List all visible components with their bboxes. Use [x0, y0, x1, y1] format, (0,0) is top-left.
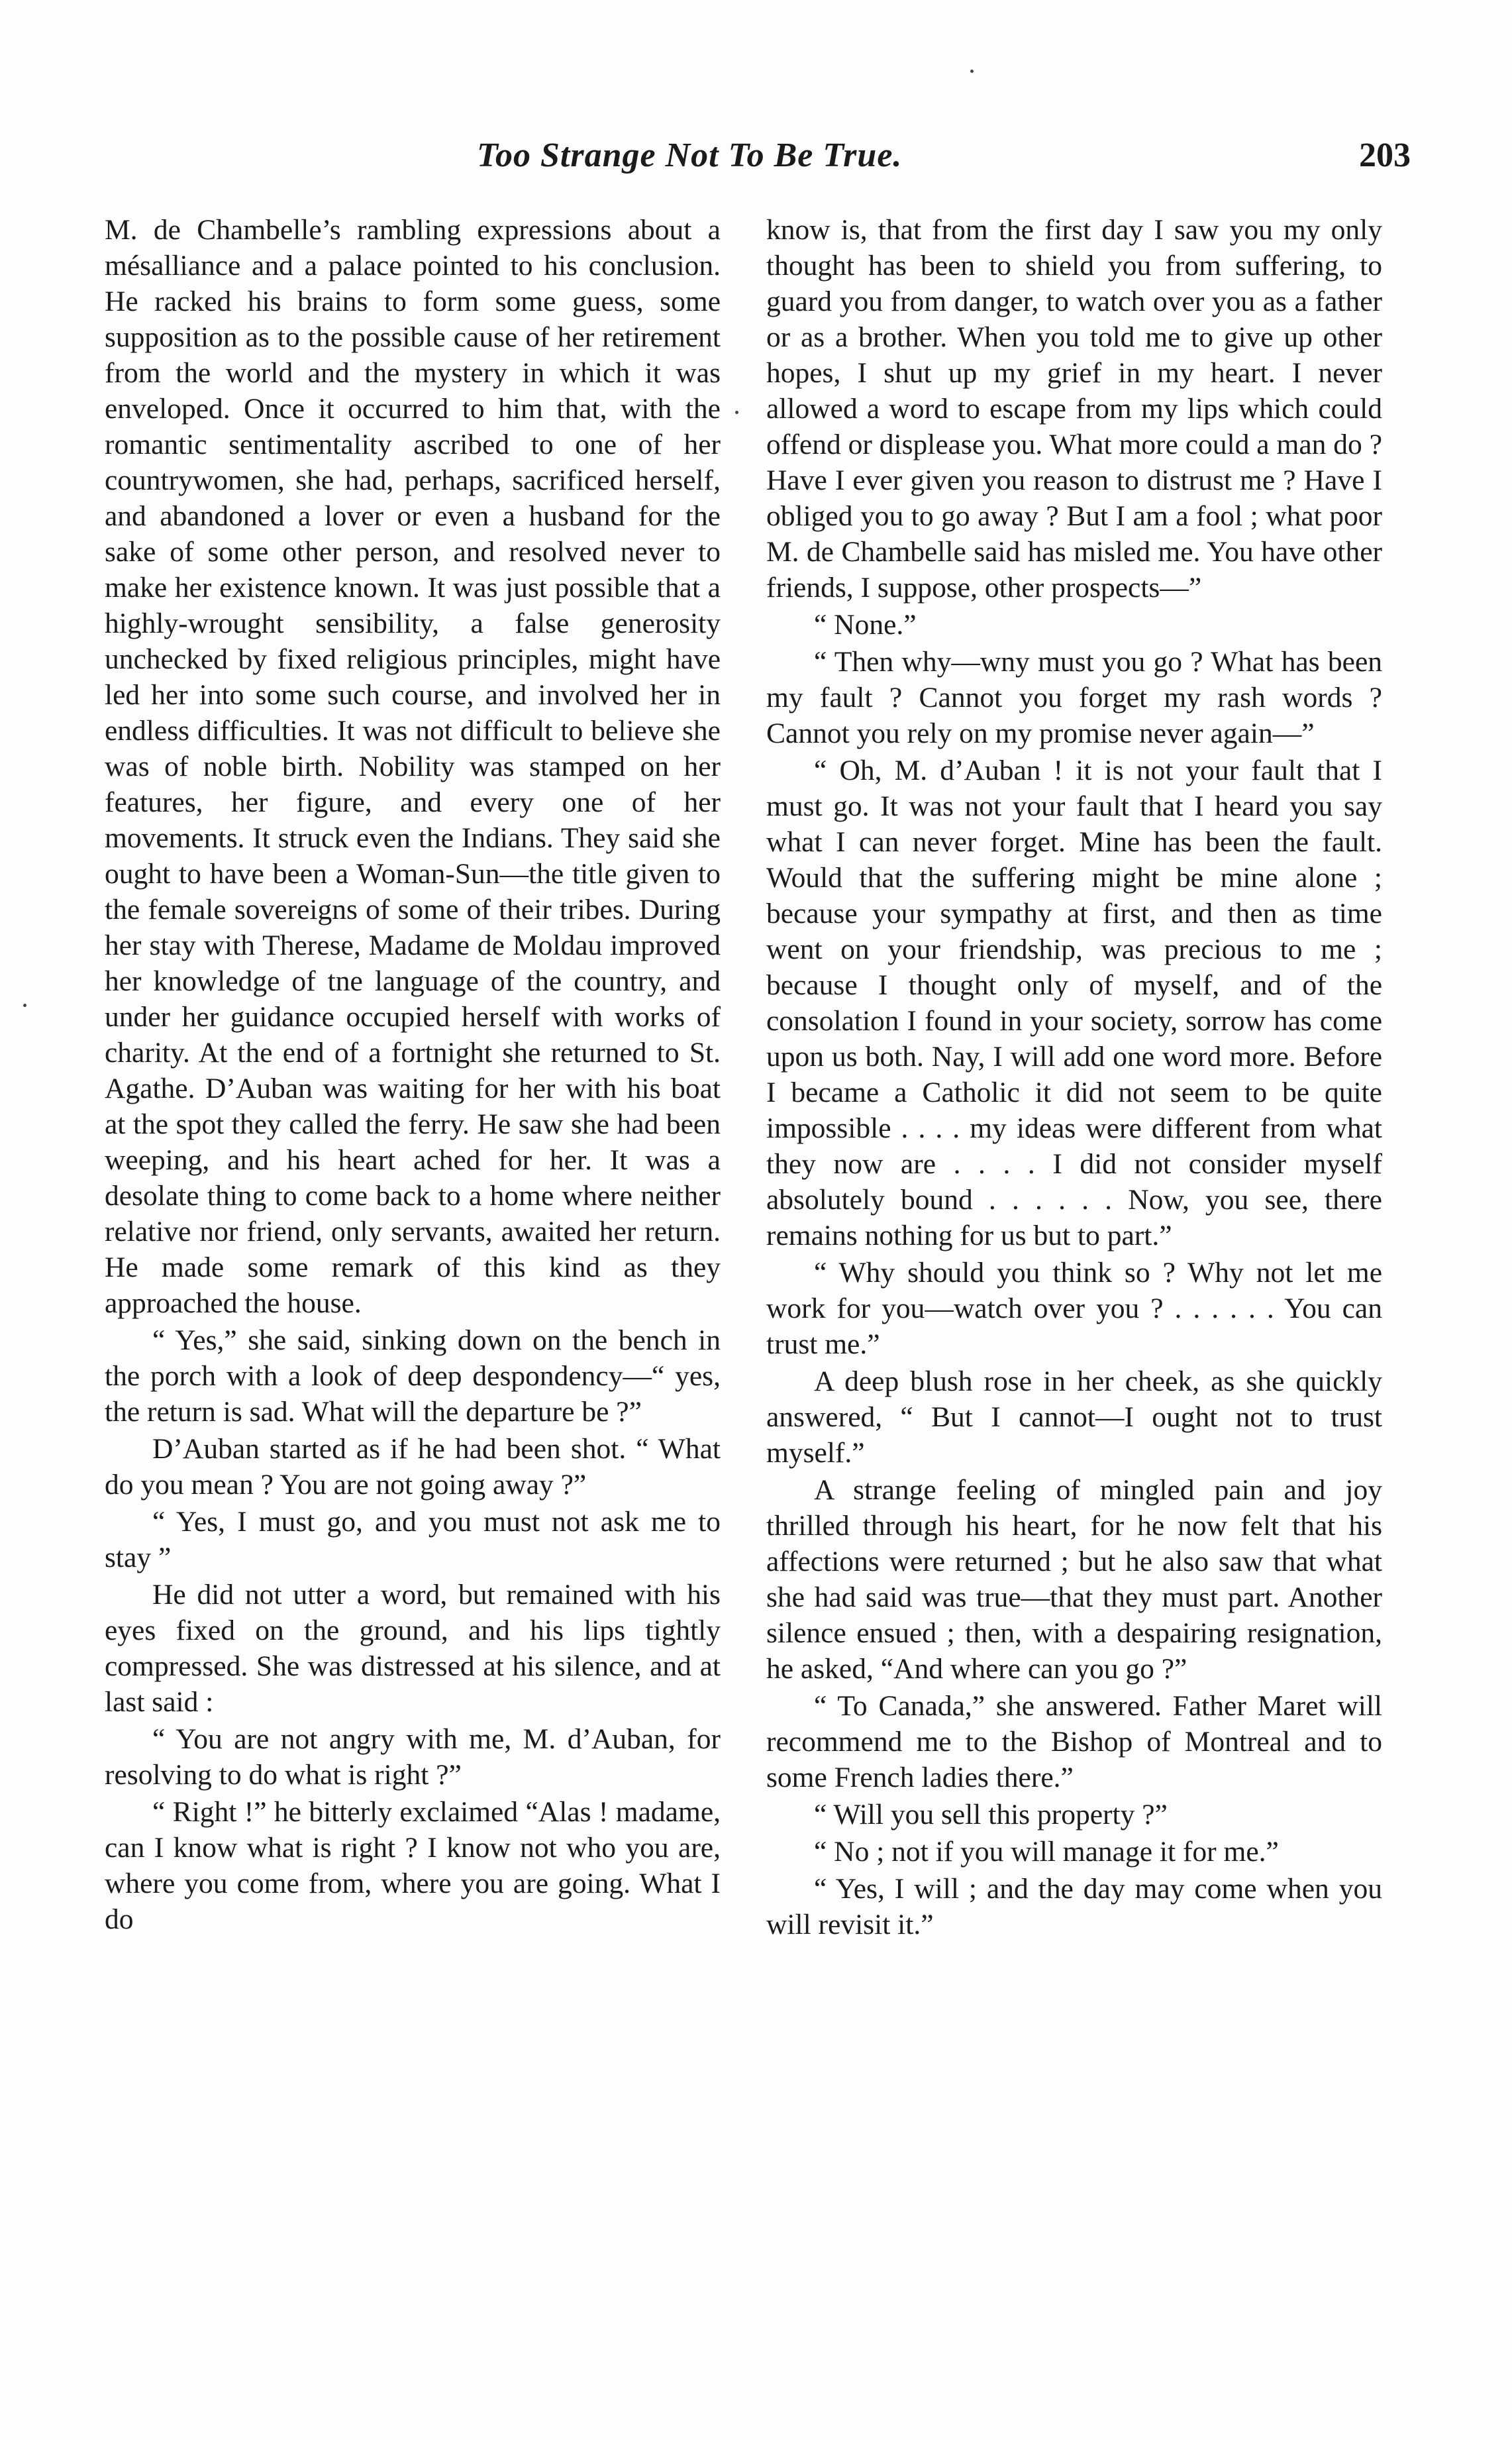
paragraph: “ Right !” he bitterly exclaimed “Alas ! madame, can I know what is right ? I know not who you are, where you come from, where you are going. What I do — [105, 1796, 721, 1935]
paragraph: “ Yes,” she said, sinking down on the bench in the porch with a look of deep despondency—“ yes, the return is sad. What will the departure be ?” — [105, 1324, 721, 1428]
paragraph: “ None.” — [814, 609, 917, 641]
paragraph: know is, that from the first day I saw you my only thought has been to shield you from suffering, to guard you from danger, to watch over you as a father or as a brother. When you told me to give up other hopes, I shut up my grief in my heart. I never allowed a word to escape from my lips which could offend or displease you. What more could a man do ? Have I ever given you reason to distrust me ? Have I obliged you to go away ? But I am a fool ; what poor M. de Chambelle said has misled me. You have other friends, I suppose, other prospects—” — [766, 214, 1382, 604]
print-speck — [970, 70, 974, 73]
page-number: 203 — [1359, 136, 1411, 174]
paragraph: D’Auban started as if he had been shot. “ What do you mean ? You are not going away ?” — [105, 1433, 721, 1501]
paragraph: “ Then why—wny must you go ? What has been my fault ? Cannot you forget my rash words ? Cannot you rely on my promise never again—” — [766, 646, 1382, 749]
right-column — [766, 212, 1382, 1944]
paragraph: “ Will you sell this property ?” — [814, 1799, 1168, 1830]
paragraph: He did not utter a word, but remained with his eyes fixed on the ground, and his lips tightly compressed. She was distressed at his silence, and at last said : — [105, 1579, 721, 1718]
paragraph: “ No ; not if you will manage it for me.” — [814, 1836, 1279, 1868]
paragraph: “ Why should you think so ? Why not let me work for you—watch over you ? . . . . . . You can trust me.” — [766, 1257, 1382, 1360]
print-speck — [23, 1004, 26, 1007]
print-speck — [735, 411, 738, 414]
paragraph: “ Oh, M. d’Auban ! it is not your fault that I must go. It was not your fault that I heard you say what I can never forget. Mine has been the fault. Would that the suffering might be mine alone ; because your sympathy at first, and then as time went on your friendship, was precious to me ; because I thought only of myself, and of the consolation I found in your society, sorrow has come upon us both. Nay, I will add one word more. Before I became a Catholic it did not seem to be quite impossible . . . . my ideas were different from what they now are . . . . I did not consider myself absolutely bound . . . . . . Now, you see, there remains nothing for us but to part.” — [766, 755, 1382, 1251]
paragraph: M. de Chambelle’s rambling expressions about a mésalliance and a palace pointed to his conclusion. He racked his brains to form some guess, some supposition as to the possible cause of her retirement from the world and the mystery in which it was enveloped. Once it occurred to him that, with the romantic sentimentality ascribed to one of her countrywomen, she had, perhaps, sacrificed herself, and abandoned a lover or even a husband for the sake of some other person, and resolved never to make her existence known. It was just possible that a highly-wrought sensibility, a false generosity unchecked by fixed religious principles, might have led her into some such course, and involved her in endless difficulties. It was not difficult to believe she was of noble birth. Nobility was stamped on her features, her figure, and every one of her movements. It struck even the Indians. They said she ought to have been a Woman-Sun—the title given to the female sovereigns of some of their tribes. During her stay with Therese, Madame de Moldau improved her knowledge of tne language of the country, and under her guidance occupied herself with works of charity. At the end of a fortnight she returned to St. Agathe. D’Auban was waiting for her with his boat at the spot they called the ferry. He saw she had been weeping, and his heart ached for her. It was a desolate thing to come back to a home where neither relative nor friend, only servants, awaited her return. He made some remark of this kind as they approached the house. — [105, 214, 721, 1319]
page-header — [99, 136, 1411, 189]
paragraph: “ To Canada,” she answered. Father Maret will recommend me to the Bishop of Montreal and to some French ladies there.” — [766, 1690, 1382, 1793]
left-column — [105, 212, 721, 1938]
paragraph: “ Yes, I must go, and you must not ask me to stay ” — [105, 1506, 721, 1573]
paragraph: A deep blush rose in her cheek, as she quickly answered, “ But I cannot—I ought not to trust myself.” — [766, 1365, 1382, 1469]
running-title: Too Strange Not To Be True. — [477, 136, 903, 174]
paragraph: “ You are not angry with me, M. d’Auban, for resolving to do what is right ?” — [105, 1723, 721, 1791]
paragraph: “ Yes, I will ; and the day may come when you will revisit it.” — [766, 1873, 1382, 1940]
paragraph: A strange feeling of mingled pain and joy thrilled through his heart, for he now felt that his affections were returned ; but he also saw that what she had said was true—that they must part. Another silence ensued ; then, with a despairing resignation, he asked, “And where can you go ?” — [766, 1474, 1382, 1685]
